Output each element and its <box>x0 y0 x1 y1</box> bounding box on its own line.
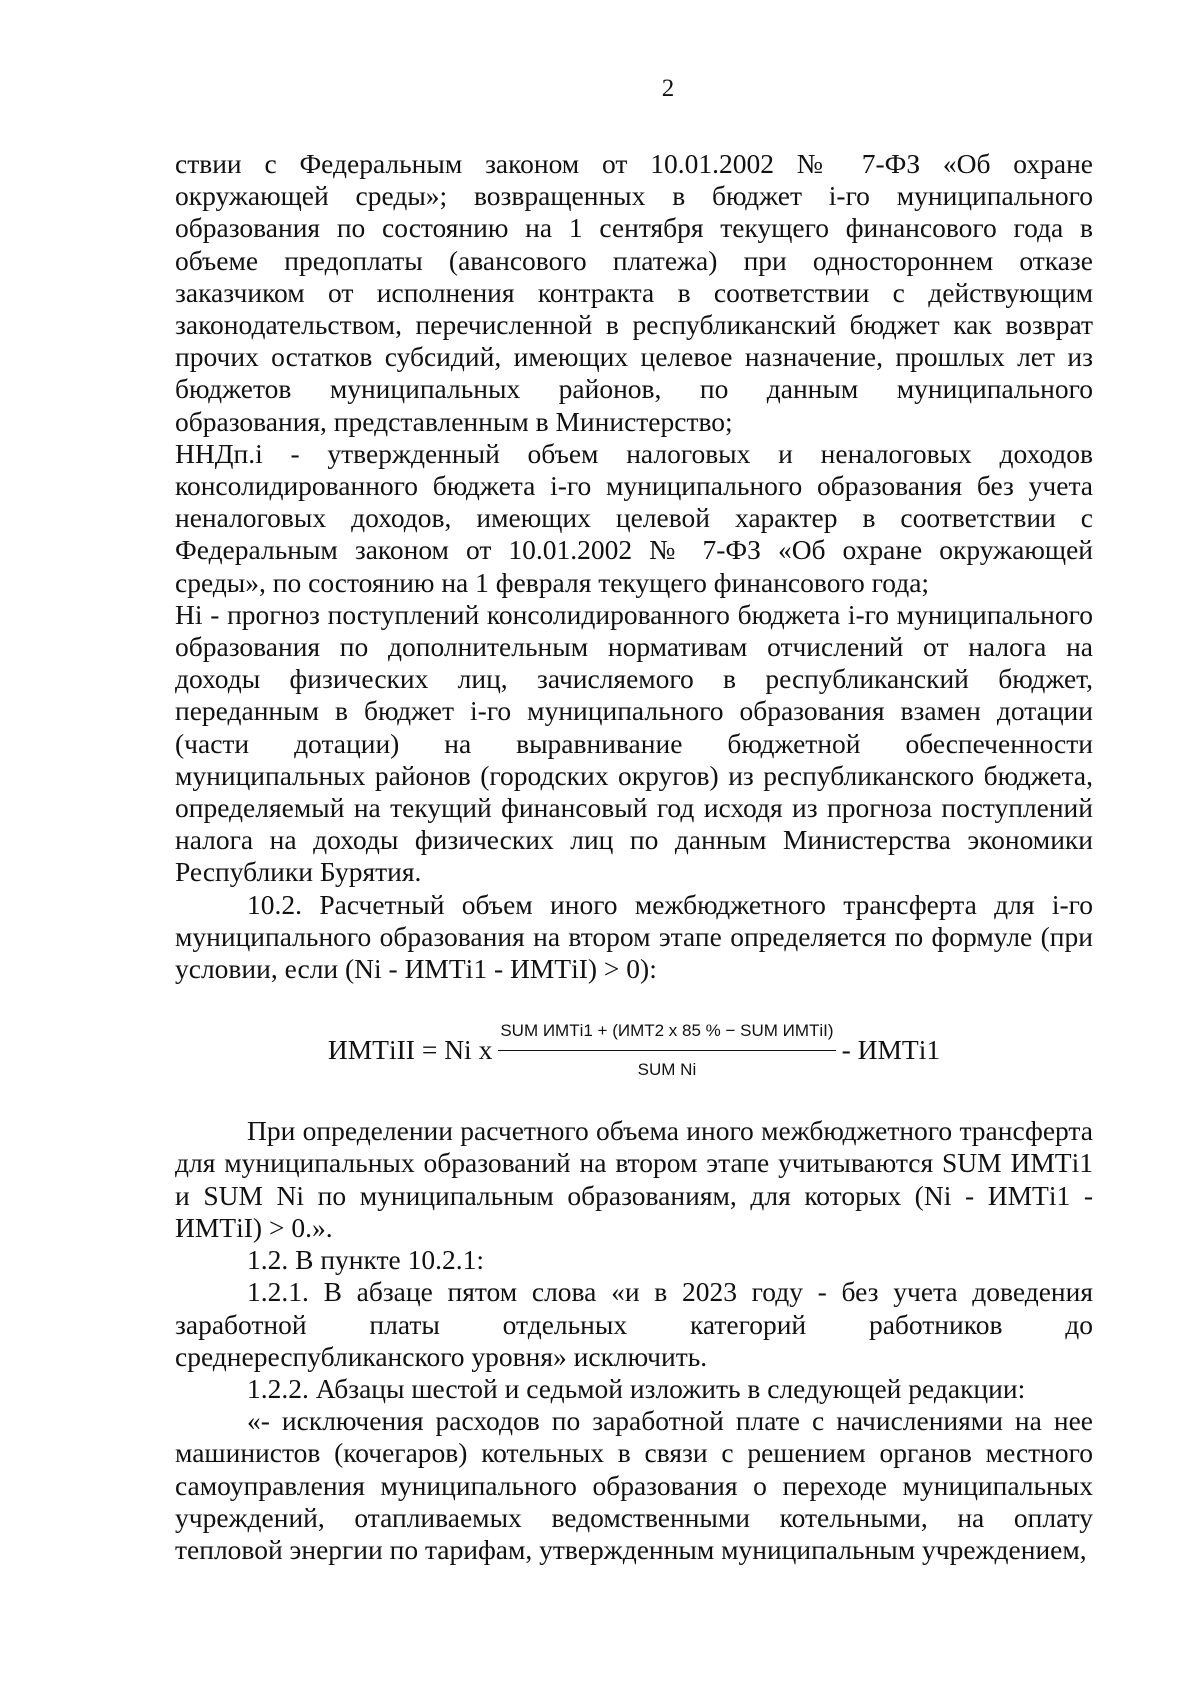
formula-fraction <box>498 1015 835 1086</box>
paragraph: Ні - прогноз поступлений консолидированного бюджета i-го муниципального образования по дополнительным нормативам отчислений от налога на доходы физических лиц, зачисляемого в республиканский бюджет, переданным в бюджет i-го муниципального образования взамен дотации (части дотации) на выравнивание бюджетной обеспеченности муниципальных районов (городских округов) из республиканского бюджета, определяемый на текущий финансовый год исходя из прогноза поступлений налога на доходы физических лиц по данным Министерства экономики Республики Бурятия. <box>175 598 1093 888</box>
formula-denominator: SUM Ni <box>637 1059 697 1079</box>
formula-rhs: - ИМТi1 <box>841 1034 941 1066</box>
paragraph: 1.2.1. В абзаце пятом слова «и в 2023 году - без учета доведения заработной платы отдельных категорий работников до среднереспубликанского уровня» исключить. <box>175 1276 1093 1372</box>
paragraph: ННДп.i - утвержденный объем налоговых и неналоговых доходов консолидированного бюджета i-го муниципального образования без учета неналоговых доходов, имеющих целевой характер в соответствии с Федеральным законом от 10.01.2002 № 7-ФЗ «Об охране окружающей среды», по состоянию на 1 февраля текущего финансового года; <box>175 437 1093 598</box>
formula-numerator: SUM ИМТi1 + (ИМТ2 x 85 % − SUM ИМТiI) <box>498 1015 835 1051</box>
paragraph: ствии с Федеральным законом от 10.01.2002 № 7-ФЗ «Об охране окружающей среды»; возвращенных в бюджет i-го муниципального образования по состоянию на 1 сентября текущего финансового года в объеме предоплаты (авансового платежа) при одностороннем отказе заказчиком от исполнения контракта в соответствии с действующим законодательством, перечисленной в республиканский бюджет как возврат прочих остатков субсидий, имеющих целевое назначение, прошлых лет из бюджетов муниципальных районов, по данным муниципального образования, представленным в Министерство; <box>175 148 1093 437</box>
paragraph: При определении расчетного объема иного межбюджетного трансферта для муниципальных образований на втором этапе учитываются SUM ИМТi1 и SUM Ni по муниципальным образованиям, для которых (Ni - ИМТi1 - ИМТiI) > 0.». <box>175 1115 1093 1243</box>
paragraph: 1.2. В пункте 10.2.1: <box>247 1244 485 1276</box>
paragraph-group-bottom <box>175 1115 1093 1566</box>
document-body <box>175 148 1093 1566</box>
paragraph-group-top <box>175 148 1093 985</box>
page-number: 2 <box>661 75 675 102</box>
formula-lhs: ИМТiII = Ni x <box>327 1034 493 1066</box>
formula <box>175 1007 1093 1093</box>
paragraph: 10.2. Расчетный объем иного межбюджетного трансферта для i-го муниципального образования на втором этапе определяется по формуле (при условии, если (Ni - ИМТi1 - ИМТiI) > 0): <box>175 888 1093 985</box>
paragraph: 1.2.2. Абзацы шестой и седьмой изложить в следующей редакции: <box>247 1372 1026 1404</box>
paragraph: «- исключения расходов по заработной плате с начислениями на нее машинистов (кочегаров) котельных в связи с решением органов местного самоуправления муниципального образования о переходе муниципальных учреждений, отапливаемых ведомственными котельными, на оплату тепловой энергии по тарифам, утвержденным муниципальным учреждением, <box>175 1405 1093 1565</box>
